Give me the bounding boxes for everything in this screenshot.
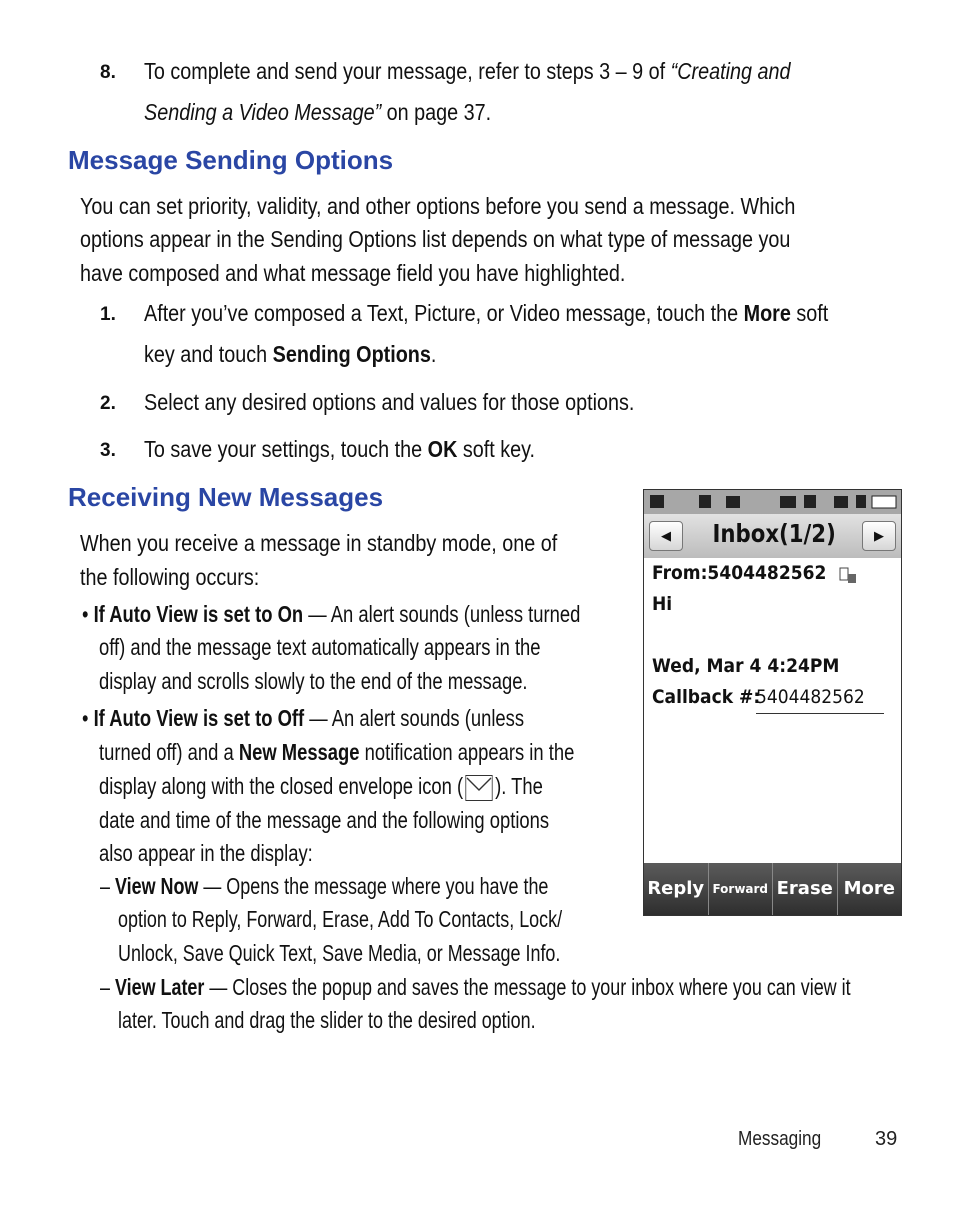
- page-number: 39: [875, 1128, 898, 1150]
- bullet2-line1: • If Auto View is set to Off — An alert sounds (unless: [82, 705, 525, 731]
- step3-line: [144, 433, 599, 466]
- step-text: key and touch: [144, 341, 273, 367]
- sub2-line1: [100, 971, 954, 1004]
- step8-italic-2: Sending a Video Message”: [144, 99, 382, 125]
- callback-underline: [756, 713, 884, 714]
- bullet2-line2: [99, 736, 693, 769]
- phone-title-bar: [644, 514, 901, 558]
- bullet-text: ). The: [495, 773, 543, 799]
- sub-text: option to Reply, Forward, Erase, Add To Contacts, Lock/: [118, 906, 563, 932]
- sub-text: — Closes the popup and saves the message to your inbox where you can view it: [204, 974, 851, 1000]
- step-bold: OK: [427, 436, 458, 462]
- sub-text: Unlock, Save Quick Text, Save Media, or Message Info.: [118, 940, 561, 966]
- bullet-text: display and scrolls slowly to the end of the message.: [99, 668, 528, 694]
- bullet-text: date and time of the message and the following options: [99, 807, 550, 833]
- step-text: After you’ve composed a Text, Picture, or Video message, touch the: [144, 300, 744, 326]
- erase-softkey[interactable]: Erase: [773, 863, 838, 915]
- bullet2-line4: [99, 804, 662, 837]
- sub1-line1: [100, 870, 675, 903]
- sub1-line3: [118, 937, 685, 970]
- sending-options-para-1: [80, 190, 912, 223]
- step-text: .: [430, 341, 437, 367]
- prev-arrow-icon[interactable]: ◀: [649, 521, 683, 551]
- sub-text: later. Touch and drag the slider to the desired option.: [118, 1007, 536, 1033]
- soft-key-bar: [644, 863, 901, 915]
- para-line: have composed and what message field you have highlighted.: [80, 260, 626, 286]
- step-bold: Sending Options: [272, 341, 431, 367]
- step8-text: To complete and send your message, refer to steps 3 – 9 of: [144, 58, 671, 84]
- section-heading-receiving: Receiving New Messages: [68, 482, 384, 512]
- step-number: 1.: [100, 304, 116, 325]
- envelope-icon: [466, 775, 493, 801]
- bullet2-line3: [99, 770, 654, 803]
- sub2-line2: [118, 1004, 653, 1037]
- phone-screenshot: [643, 489, 902, 916]
- step-number: 2.: [100, 393, 116, 414]
- step2-line: [144, 386, 714, 419]
- step-number: 8.: [100, 62, 116, 83]
- callback-label: Callback #:: [652, 686, 761, 708]
- step8-text-2: on page 37.: [381, 99, 492, 125]
- next-arrow-icon[interactable]: ▶: [862, 521, 896, 551]
- step8-line2: [144, 96, 548, 129]
- bullet-text: — An alert sounds (unless turned: [303, 601, 581, 627]
- sending-options-para-2: [80, 223, 906, 256]
- lock-contact-icon: [839, 566, 857, 589]
- status-icons: [644, 490, 901, 514]
- dash: –: [100, 873, 110, 899]
- sub-text: — Opens the message where you have the: [198, 873, 549, 899]
- bullet1-line3: [99, 665, 635, 698]
- sub1-line2: [118, 903, 687, 936]
- para-line: options appear in the Sending Options list depends on what type of message you: [80, 226, 791, 252]
- bullet-text: also appear in the display:: [99, 840, 313, 866]
- bullet-text: display along with the closed envelope icon (: [99, 773, 464, 799]
- inbox-title: Inbox(1/2): [712, 519, 836, 548]
- footer-section-text: Messaging: [738, 1128, 822, 1150]
- section-heading-sending-options: Message Sending Options: [68, 145, 394, 175]
- para-line: You can set priority, validity, and other options before you send a message. Which: [80, 193, 796, 219]
- bullet1-line1: • If Auto View is set to On — An alert sounds (unless turned: [82, 601, 581, 627]
- bullet-bold: New Message: [238, 739, 360, 765]
- bullet-text: off) and the message text automatically appears in the: [99, 634, 541, 660]
- forward-softkey[interactable]: Forward: [709, 863, 774, 915]
- step8-line1: [144, 55, 896, 88]
- callback-number[interactable]: 5404482562: [756, 686, 865, 708]
- status-bar: [644, 490, 901, 514]
- bullet-bold: If Auto View is set to On: [93, 601, 304, 627]
- step-text: soft: [790, 300, 829, 326]
- receiving-intro-2: [80, 561, 288, 594]
- dash: –: [100, 974, 110, 1000]
- intro-line: When you receive a message in standby mode, one of: [80, 530, 558, 556]
- step-text: To save your settings, touch the: [144, 436, 428, 462]
- bullet2-line5: [99, 837, 366, 870]
- intro-line: the following occurs:: [80, 564, 260, 590]
- step8-italic: “Creating and: [670, 58, 791, 84]
- reply-softkey[interactable]: Reply: [644, 863, 709, 915]
- message-from: From:5404482562: [652, 562, 827, 584]
- message-body: Hi: [652, 593, 673, 615]
- step-bold: More: [743, 300, 791, 326]
- receiving-intro-1: [80, 527, 635, 560]
- bullet-text: notification appears in the: [359, 739, 575, 765]
- step1-line2: [144, 338, 484, 371]
- step1-line1: [144, 297, 940, 330]
- step-number: 3.: [100, 440, 116, 461]
- step-text: soft key.: [457, 436, 536, 462]
- step-text: Select any desired options and values for those options.: [144, 389, 635, 415]
- more-softkey[interactable]: More: [843, 878, 895, 899]
- sending-options-para-3: [80, 257, 714, 290]
- message-date: Wed, Mar 4 4:24PM: [652, 655, 840, 677]
- footer-section: [738, 1128, 835, 1151]
- bullet-text: turned off) and a: [99, 739, 239, 765]
- bullet-text: — An alert sounds (unless: [304, 705, 525, 731]
- bullet-bold: If Auto View is set to Off: [93, 705, 305, 731]
- sub-bold: View Later: [114, 974, 205, 1000]
- sub-bold: View Now: [114, 873, 199, 899]
- bullet1-line2: [99, 631, 651, 664]
